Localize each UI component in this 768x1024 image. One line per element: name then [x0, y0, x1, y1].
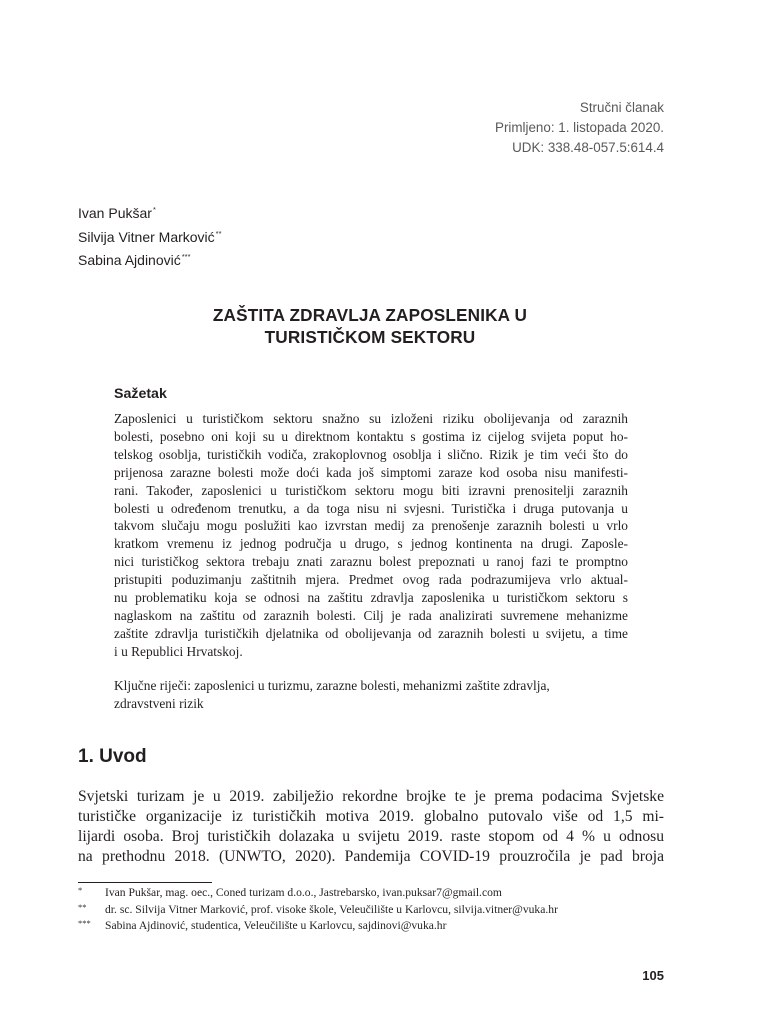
received-date: Primljeno: 1. listopada 2020.: [495, 120, 664, 135]
footnote: [78, 885, 558, 902]
article-type: Stručni članak: [579, 100, 664, 115]
abstract-line: kratkom vremenu iz jednog područja u drugo, s jednog kontinenta na drugi. Zaposle-: [114, 536, 628, 552]
abstract-line: telskog osoblja, turističkih vodiča, zrakoplovnog osoblja i slično. Rizik je tim veći što do: [114, 446, 628, 462]
footnote-mark: *: [78, 885, 83, 895]
title-line: ZAŠTITA ZDRAVLJA ZAPOSLENIKA U: [212, 305, 528, 325]
abstract-line: bolesti, posebno oni koji su u direktnom kontaktu s gostima iz cijelog svijeta poput ho-: [114, 428, 628, 444]
author-list: [78, 200, 222, 271]
body-line: na prethodnu 2018. (UNWTO, 2020). Pandemija COVID-19 prouzročila je pad broja: [78, 848, 664, 865]
abstract-line: pristupiti poduzimanju zaštitnih mjera. Predmet ovog rada podrazumijeva vrlo aktual-: [114, 572, 628, 588]
footnote: [78, 902, 558, 919]
footnote-text: Ivan Pukšar, mag. oec., Coned turizam d.o.o., Jastrebarsko, ivan.puksar7@gmail.com: [105, 886, 502, 899]
body-line: turističke organizacije iz turističkih motiva 2019. globalno putovalo više od 1,5 mi-: [78, 808, 664, 825]
footnote-mark: ***: [78, 918, 91, 928]
keywords-line: zdravstveni rizik: [114, 695, 204, 711]
paper-title: [120, 304, 620, 348]
footnote-text: Sabina Ajdinović, studentica, Veleučilište u Karlovcu, sajdinovi@vuka.hr: [105, 919, 447, 932]
abstract-line: naglaskom na zaštitu od zaraznih bolesti. Cilj je rada analizirati suvremene mehanizme: [114, 607, 628, 623]
abstract-line: i u Republici Hrvatskoj.: [114, 643, 243, 659]
abstract-text: [114, 410, 628, 661]
abstract-line: nu problematiku koja se odnosi na zaštitu zdravlja zaposlenika u turističkom sektoru s: [114, 590, 628, 606]
title-line: TURISTIČKOM SEKTORU: [264, 327, 476, 347]
abstract-line: Zaposlenici u turističkom sektoru snažno su izloženi riziku obolijevanja od zaraznih: [114, 411, 628, 426]
author-3: [78, 247, 222, 271]
keywords: [114, 677, 628, 713]
footnote-divider: [78, 882, 212, 883]
body-line: lijardi osoba. Broj turističkih dolazaka u svijetu 2019. raste stopom od 4 % u odnosu: [78, 828, 664, 845]
article-meta: [495, 98, 664, 158]
author-footnote-mark: *: [152, 205, 156, 214]
abstract-line: takvom slučaju mogu poslužiti kao izvrstan medij za prenošenje zaraznih bolesti u vrlo: [114, 518, 628, 534]
section-heading: 1. Uvod: [78, 746, 147, 767]
abstract-line: prijenosa zarazne bolesti može doći kada još simptomi zaraze kod osoba nisu manifesti-: [114, 464, 628, 480]
author-footnote-mark: ***: [181, 252, 191, 261]
abstract-line: nici turističkog sektora trebaju znati zaraznu bolest prepoznati u ranoj fazi te promptno: [114, 554, 628, 570]
footnote-text: dr. sc. Silvija Vitner Marković, prof. visoke škole, Veleučilište u Karlovcu, silvija.vitner@vuka.hr: [105, 902, 558, 916]
abstract-line: zaštite zdravlja turističkih djelatnika od obolijevanja od zaraznih bolesti u svijetu, a time: [114, 625, 628, 641]
body-text: [78, 787, 664, 867]
author-name: Ivan Pukšar: [78, 205, 152, 221]
body-line: Svjetski turizam je u 2019. zabilježio rekordne brojke te je prema podacima Svjetske: [78, 788, 664, 805]
author-1: [78, 200, 222, 224]
footnotes: [78, 885, 558, 935]
footnote: [78, 918, 558, 935]
author-name: Silvija Vitner Marković: [78, 228, 215, 245]
abstract-line: bolesti u određenom trenutku, a da toga nisu ni svjesni. Turistička i druga putovanja u: [114, 500, 628, 516]
author-2: [78, 224, 222, 248]
author-name: Sabina Ajdinović: [78, 252, 181, 268]
udk-code: UDK: 338.48-057.5:614.4: [512, 140, 664, 155]
page-number: 105: [642, 968, 664, 983]
footnote-mark: **: [78, 901, 87, 912]
abstract-heading: Sažetak: [114, 386, 167, 402]
abstract-line: rani. Također, zaposlenici u turističkom sektoru mogu biti izravni prenositelji zaraznih: [114, 482, 628, 498]
author-footnote-mark: **: [215, 228, 222, 238]
keywords-line: Ključne riječi: zaposlenici u turizmu, zarazne bolesti, mehanizmi zaštite zdravlja,: [114, 678, 550, 693]
